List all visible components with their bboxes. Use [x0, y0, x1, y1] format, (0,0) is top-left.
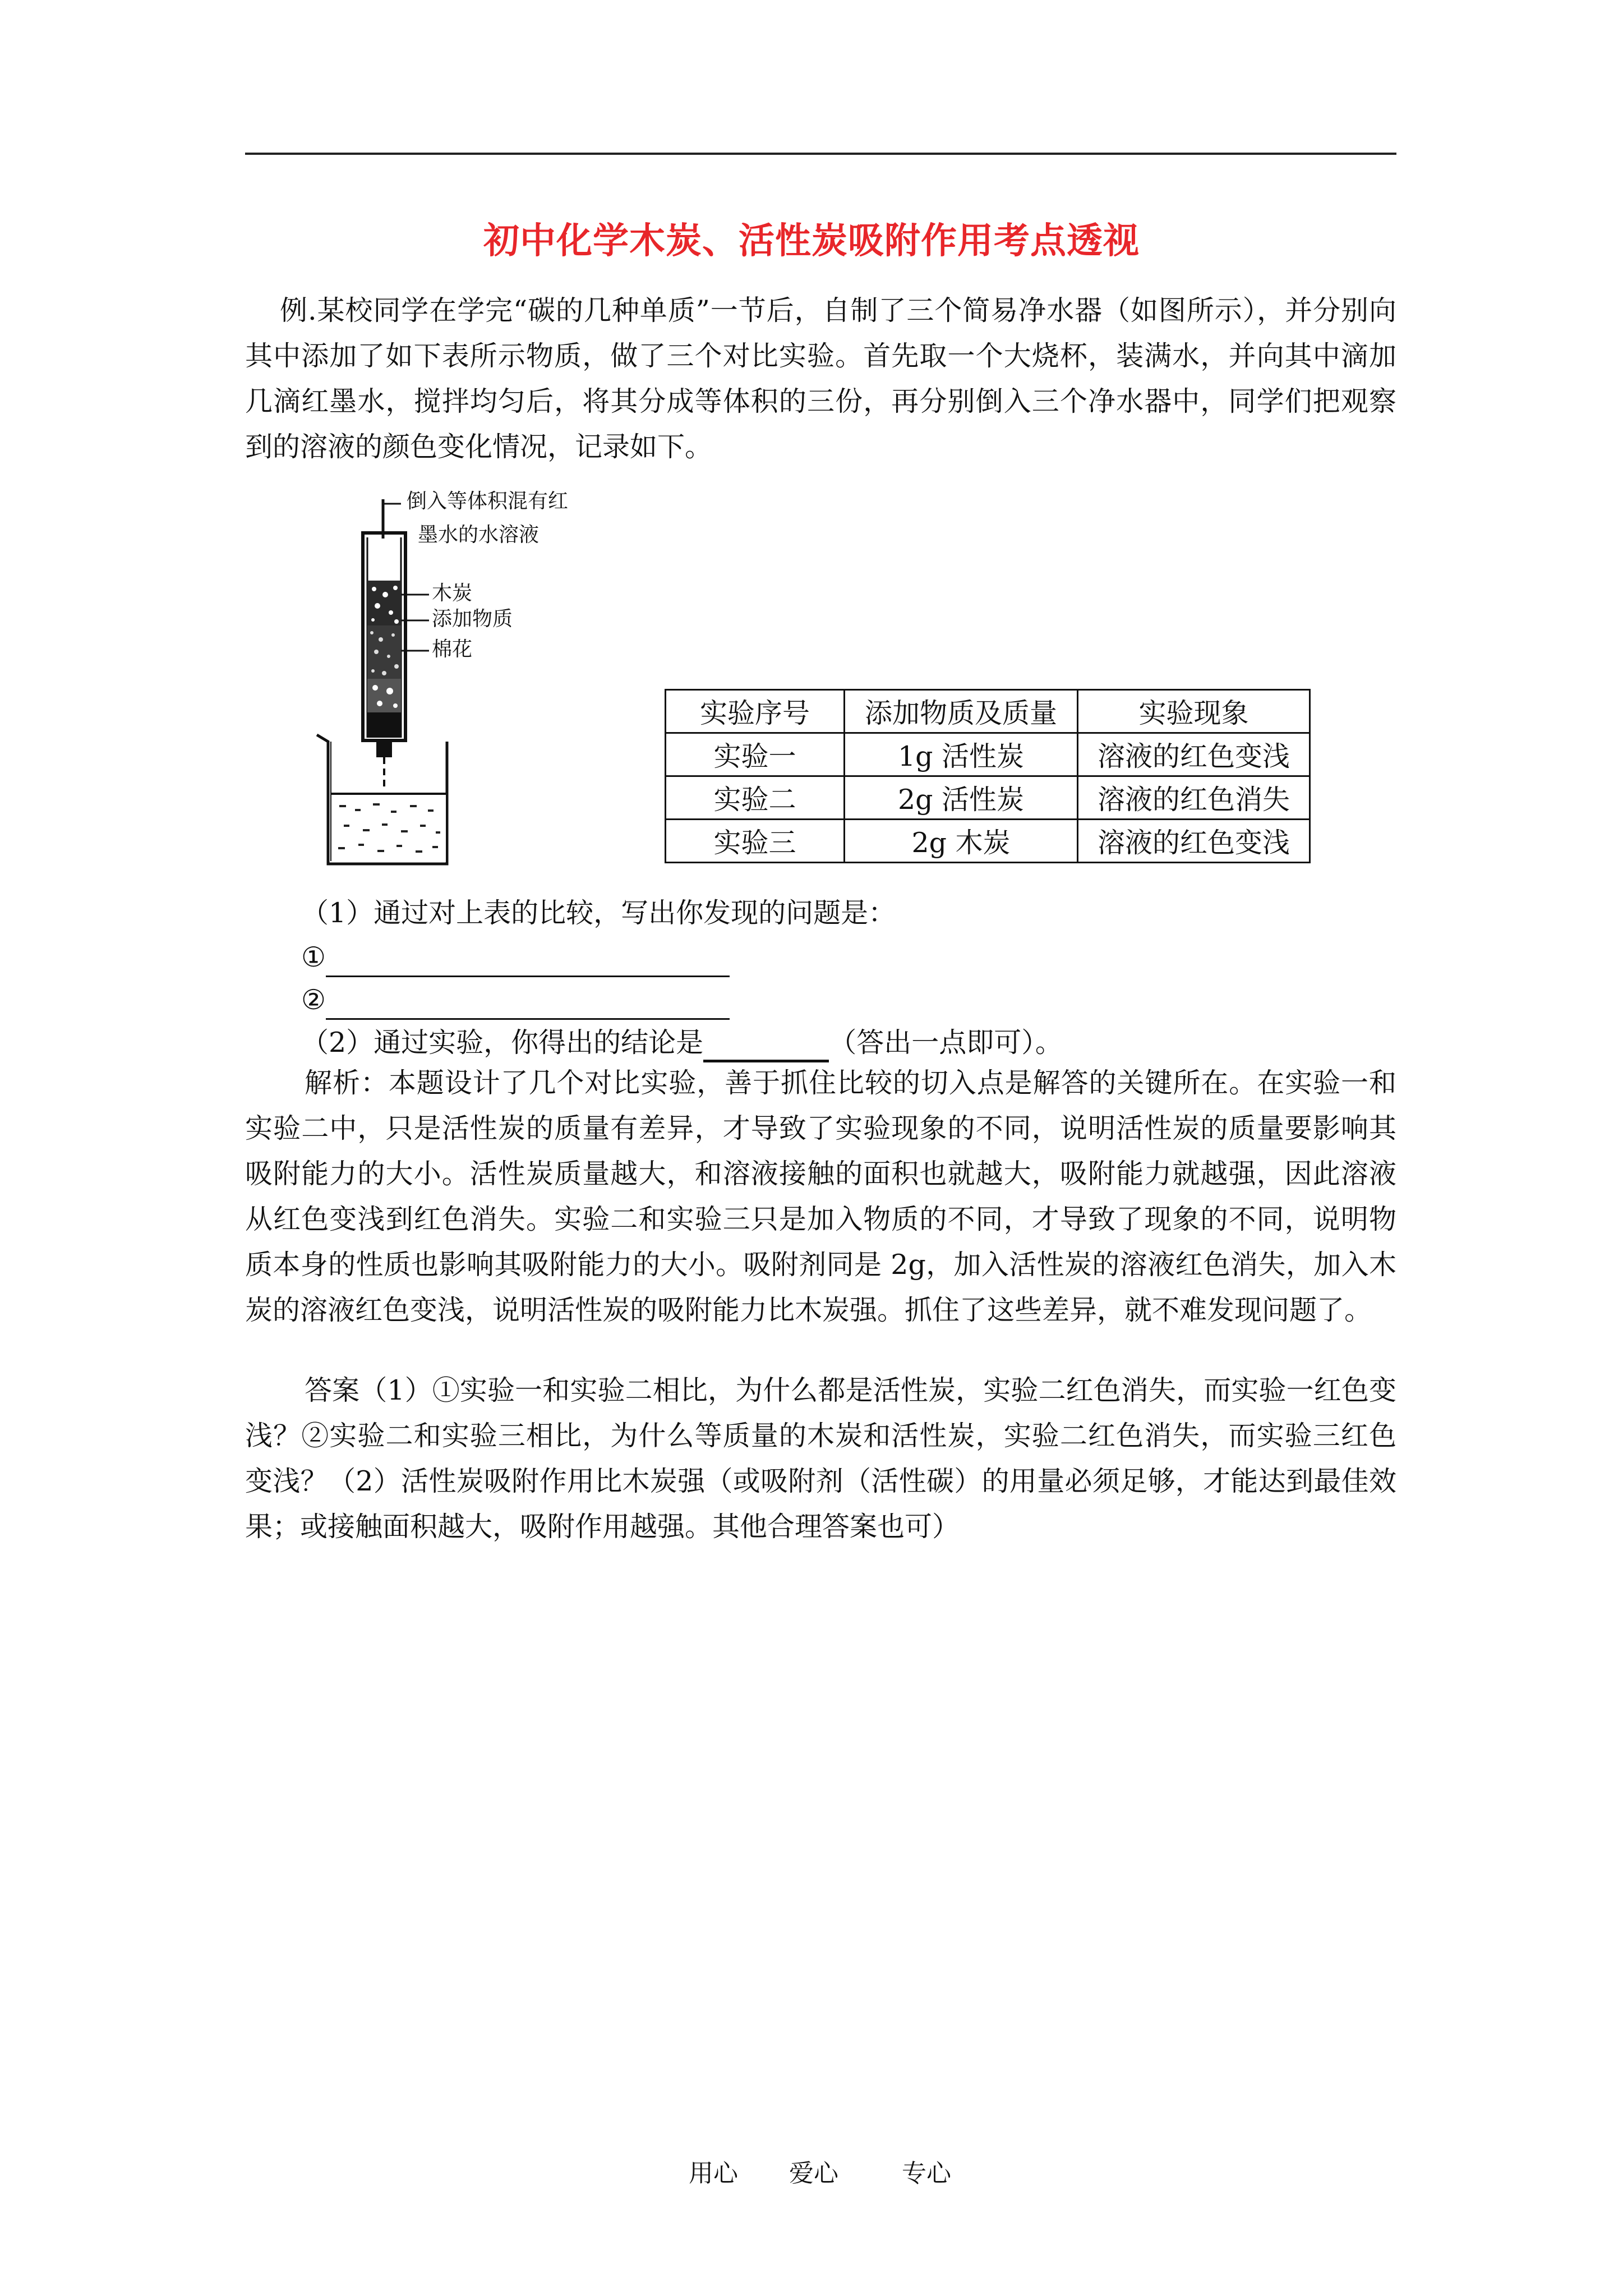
tube-nozzle [376, 740, 392, 757]
table-cell: 实验一 [666, 733, 845, 776]
table-header: 添加物质及质量 [845, 690, 1078, 733]
table-header: 实验现象 [1078, 690, 1310, 733]
experiment-table [665, 689, 1311, 863]
answer-line-1[interactable] [326, 946, 730, 977]
label-pour-line2: 墨水的水溶液 [418, 523, 540, 546]
label-pour-line1: 倒入等体积混有红 [407, 490, 569, 513]
table-cell: 2g 活性炭 [845, 776, 1078, 820]
table-header: 实验序号 [666, 690, 845, 733]
label-additive: 添加物质 [432, 608, 513, 631]
table-cell: 实验二 [666, 776, 845, 820]
label-charcoal: 木炭 [432, 582, 473, 605]
analysis-paragraph: 解析：本题设计了几个对比实验，善于抓住比较的切入点是解答的关键所在。在实验一和实验二中，只是活性炭的质量有差异，才导致了实验现象的不同，说明活性炭的质量要影响其吸附能力的大小。活性炭质量越大，和溶液接触的面积也就越大，吸附能力就越强，因此溶液从红色变浅到红色消失。实验二和实验三只是加入物质的不同，才导致了现象的不同，说明物质本身的性质也影响其吸附能力的大小。吸附剂同是 2g，加入活性炭的溶液红色消失，加入木炭的溶液红色变浅，说明活性炭的吸附能力比木炭强。抓住了这些差异，就不难发现问题了。 [245, 1067, 1396, 1326]
footer-text: 爱心 [789, 2159, 838, 2188]
header-rule [245, 153, 1396, 155]
table-cell: 溶液的红色消失 [1078, 776, 1310, 820]
footer-text: 专心 [902, 2159, 951, 2188]
table-cell: 溶液的红色变浅 [1078, 820, 1310, 863]
water-purifier-diagram [311, 488, 625, 869]
table-cell: 溶液的红色变浅 [1078, 733, 1310, 776]
question-2-prompt: （2）通过实验，你得出的结论是 [301, 1027, 704, 1059]
page-title: 初中化学木炭、活性炭吸附作用考点透视 [483, 220, 1140, 262]
table-cell: 实验三 [666, 820, 845, 863]
footer-text: 用心 [689, 2159, 738, 2188]
table-header-row [666, 690, 1310, 733]
table-row [666, 820, 1310, 863]
label-cotton: 棉花 [432, 638, 473, 661]
intro-paragraph: 例.某校同学在学完“碳的几种单质”一节后，自制了三个简易净水器（如图所示），并分别向其中添加了如下表所示物质，做了三个对比实验。首先取一个大烧杯，装满水，并向其中滴加几滴红墨水，搅拌均匀后，将其分成等体积的三份，再分别倒入三个净水器中，同学们把观察到的溶液的颜色变化情况，记录如下。 [245, 295, 1396, 463]
question-2 [301, 1023, 1063, 1062]
answer-line-2[interactable] [326, 989, 730, 1020]
answer-blank-1 [301, 938, 730, 977]
table-row [666, 733, 1310, 776]
tube-base [367, 712, 401, 738]
beaker-liquid [331, 794, 446, 862]
conclusion-blank[interactable] [703, 1030, 829, 1062]
question-1: （1）通过对上表的比较，写出你发现的问题是： [301, 897, 896, 929]
table-cell: 2g 木炭 [845, 820, 1078, 863]
answer-paragraph: 答案（1）①实验一和实验二相比，为什么都是活性炭，实验二红色消失，而实验一红色变浅？②实验二和实验三相比，为什么等质量的木炭和活性炭，实验二红色消失，而实验三红色变浅？（2）活性炭吸附作用比木炭强（或吸附剂（活性碳）的用量必须足够，才能达到最佳效果；或接触面积越大，吸附作用越强。其他合理答案也可） [245, 1374, 1396, 1543]
table-cell: 1g 活性炭 [845, 733, 1078, 776]
question-2-hint: （答出一点即可）。 [829, 1027, 1063, 1059]
blank-marker-2: ② [301, 984, 326, 1016]
table-row [666, 776, 1310, 820]
answer-blank-2 [301, 981, 730, 1020]
blank-marker-1: ① [301, 941, 326, 973]
